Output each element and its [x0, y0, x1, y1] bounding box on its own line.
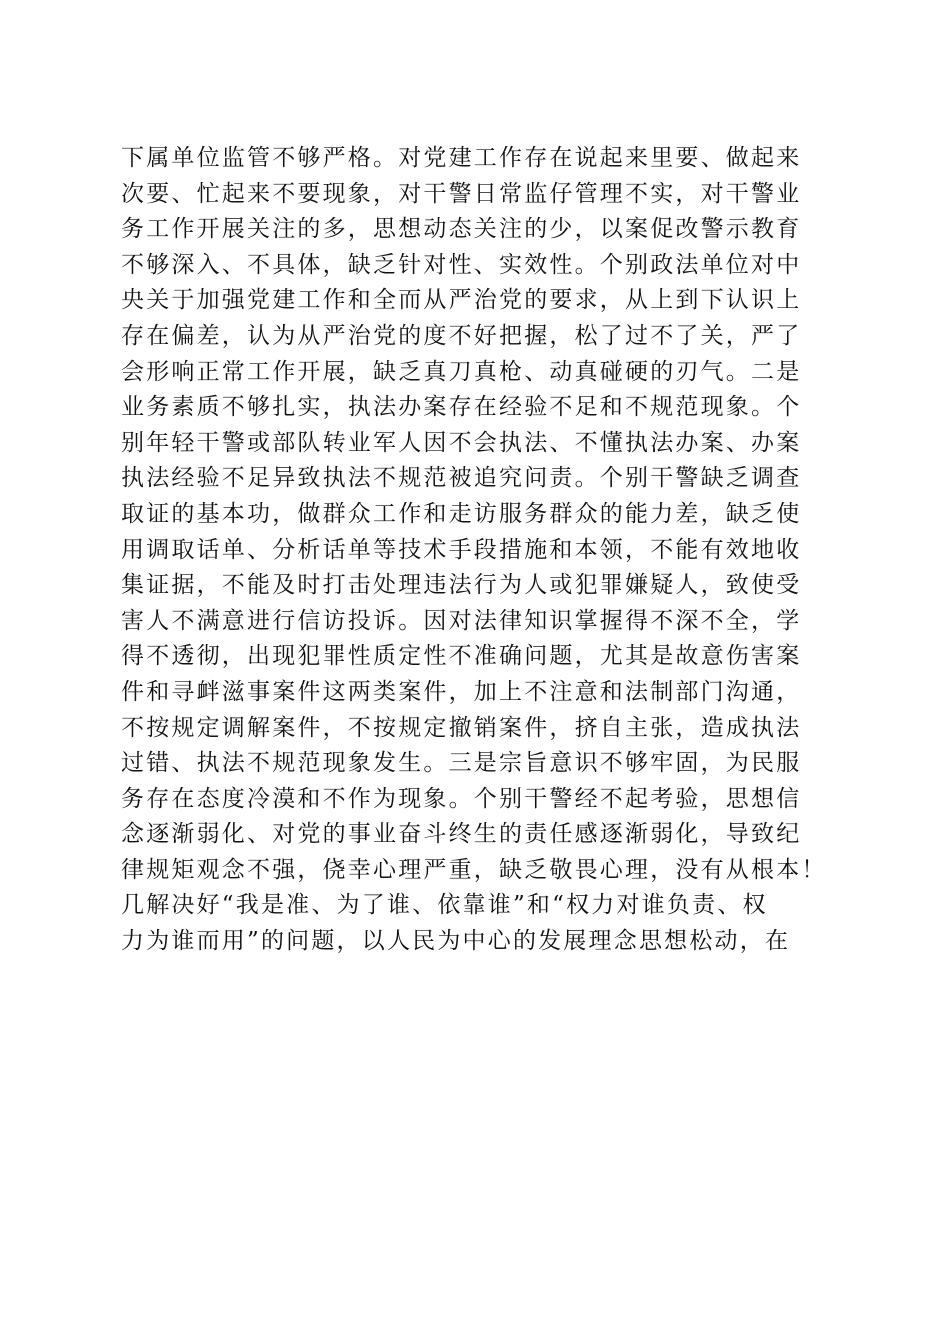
text-line: 件和寻衅滋事案件这两类案件，加上不注意和法制部门沟通，: [121, 678, 802, 705]
text-line: 几解决好“我是准、为了谁、依靠谁”和“权力对谁负责、权: [121, 892, 768, 919]
text-line: 用调取话单、分析话单等技术手段措施和本领，不能有效地收: [121, 536, 802, 563]
text-line: 务工作开展关注的多，思想动态关注的少，以案促改警示教育: [121, 216, 802, 243]
text-line: 下属单位监管不够严格。对党建工作存在说起来里要、做起来: [121, 145, 802, 171]
text-line: 念逐渐弱化、对党的事业奋斗终生的责任感逐渐弱化，导致纪: [121, 821, 802, 848]
text-line: 力为谁而用”的问题，以人民为中心的发展理念思想松动，在: [121, 928, 791, 955]
text-line: 别年轻干警或部队转业军人因不会执法、不懂执法办案、办案: [121, 429, 802, 456]
text-line: 存在偏差，认为从严治党的度不好把握，松了过不了关，严了: [121, 322, 802, 349]
text-line: 害人不满意进行信访投诉。因对法律知识掌握得不深不全，学: [121, 607, 802, 634]
text-line: 务存在态度冷漠和不作为现象。个别干警经不起考验，思想信: [121, 785, 802, 812]
body-text: [121, 141, 831, 960]
text-line: 执法经验不足异致执法不规范被追究问责。个别干警缺乏调查: [121, 465, 802, 492]
text-line: 次要、忙起来不要现象，对干警日常监仔管理不实，对干警业: [121, 180, 802, 207]
text-line: 业务素质不够扎实，执法办案存在经验不足和不规范现象。个: [121, 394, 802, 421]
text-line: 不够深入、不具体，缺乏针对性、实效性。个别政法单位对中: [121, 251, 802, 278]
text-line: 过错、执法不规范现象发生。三是宗旨意识不够牢固，为民服: [121, 750, 802, 777]
text-line: 会形响正常工作开展，缺乏真刀真枪、动真碰硬的刃气。二是: [121, 358, 802, 385]
text-line: 集证据，不能及时打击处理违法行为人或犯罪嫌疑人，致使受: [121, 572, 802, 599]
text-line: 律规矩观念不强，侥幸心理严重，缺乏敬畏心理，没有从根本！: [121, 856, 827, 883]
text-line: 得不透彻，出现犯罪性质定性不准确问题，尤其是故意伤害案: [121, 643, 802, 670]
text-line: 央关于加强党建工作和全而从严治党的要求，从上到下认识上: [121, 287, 802, 314]
text-line: 取证的基本功，做群众工作和走访服务群众的能力差，缺乏使: [121, 500, 802, 527]
text-line: 不按规定调解案件，不按规定撤销案件，挤自主张，造成执法: [121, 714, 802, 741]
